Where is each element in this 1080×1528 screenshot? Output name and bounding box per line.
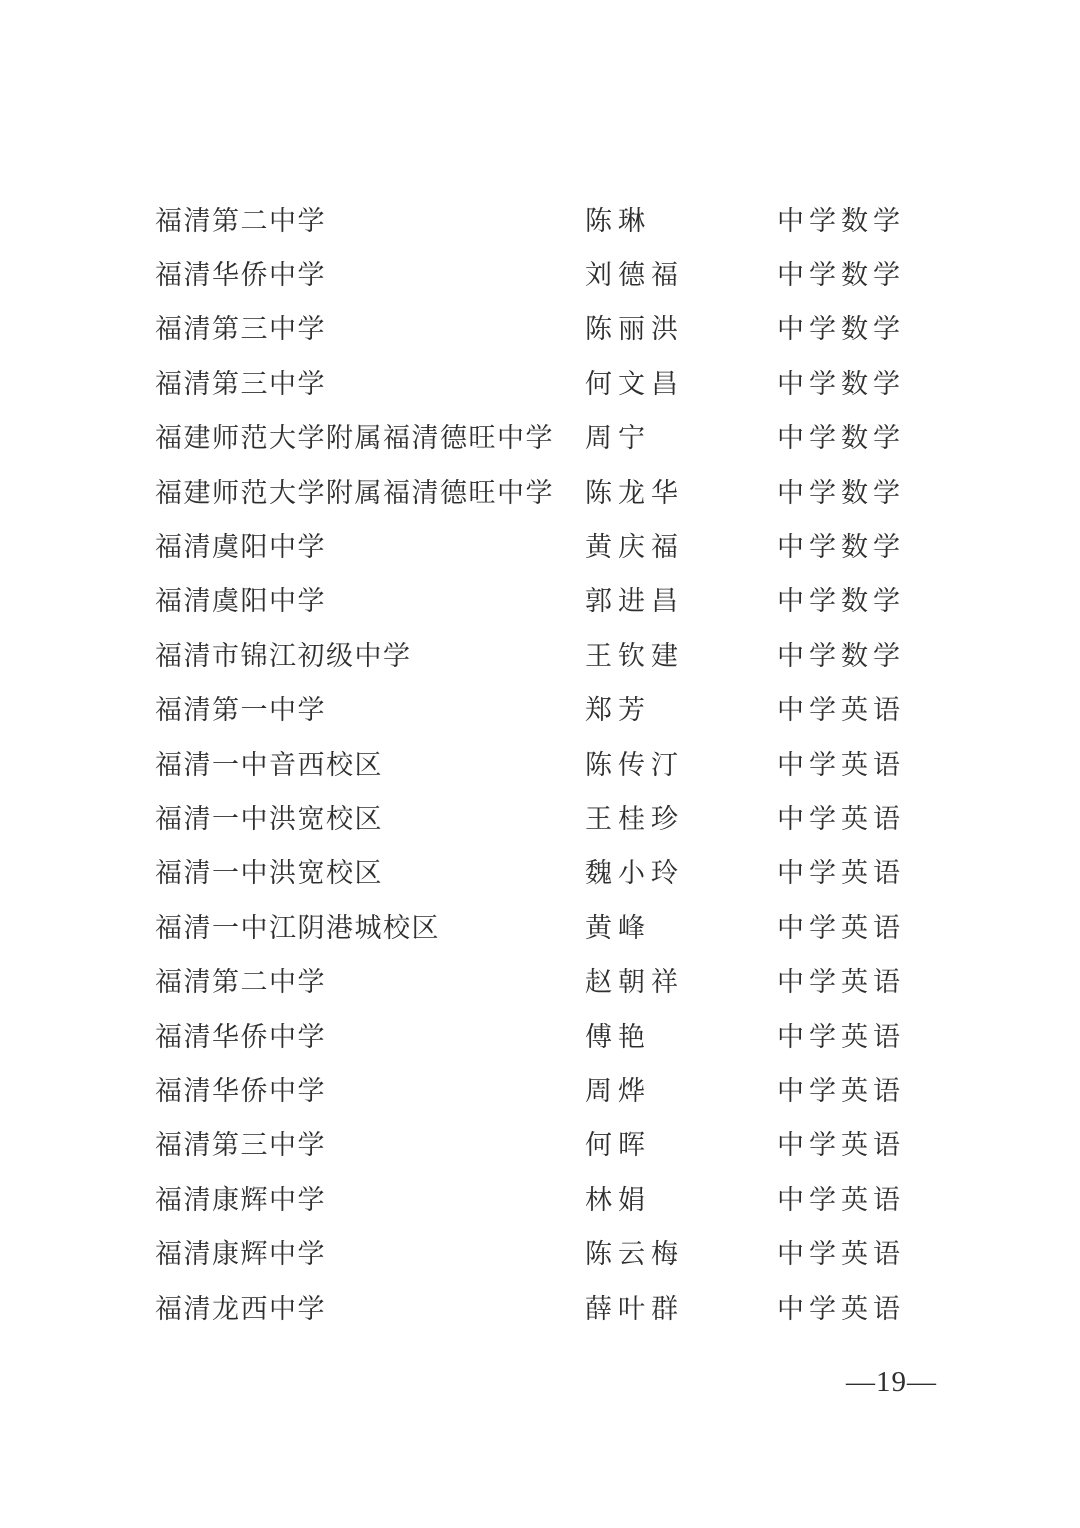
table-row: [155, 1007, 1060, 1061]
teacher-name-cell: 陈丽洪: [585, 314, 684, 345]
table-row: [155, 300, 1060, 354]
teacher-name-cell: 王钦建: [585, 640, 684, 671]
table-row: [155, 1116, 1060, 1170]
school-name-cell: 福清龙西中学: [155, 1293, 326, 1324]
school-name-cell: 福清一中音西校区: [155, 749, 383, 780]
subject-cell: 中学英语: [777, 1293, 905, 1324]
teacher-name-cell: 黄庆福: [585, 532, 684, 563]
table-row: [155, 735, 1060, 789]
teacher-name-cell: 黄峰: [585, 912, 651, 943]
teacher-name-cell: 郑芳: [585, 695, 651, 726]
teacher-name-cell: 陈云梅: [585, 1239, 684, 1270]
subject-cell: 中学数学: [777, 368, 905, 399]
table-row: [155, 191, 1060, 245]
teacher-name-cell: 王桂珍: [585, 803, 684, 834]
subject-cell: 中学数学: [777, 260, 905, 291]
school-name-cell: 福清华侨中学: [155, 1075, 326, 1106]
subject-cell: 中学数学: [777, 640, 905, 671]
school-name-cell: 福清市锦江初级中学: [155, 640, 412, 671]
subject-cell: 中学英语: [777, 749, 905, 780]
table-row: [155, 952, 1060, 1006]
school-name-cell: 福清虞阳中学: [155, 532, 326, 563]
school-name-cell: 福建师范大学附属福清德旺中学: [155, 477, 554, 508]
teacher-name-cell: 陈琳: [585, 205, 651, 236]
teacher-name-cell: 陈传汀: [585, 749, 684, 780]
table-row: [155, 245, 1060, 299]
subject-cell: 中学英语: [777, 1075, 905, 1106]
subject-cell: 中学数学: [777, 477, 905, 508]
teacher-name-cell: 何文昌: [585, 368, 684, 399]
school-name-cell: 福清一中江阴港城校区: [155, 912, 440, 943]
school-name-cell: 福清一中洪宽校区: [155, 858, 383, 889]
table-row: [155, 789, 1060, 843]
subject-cell: 中学数学: [777, 314, 905, 345]
subject-cell: 中学英语: [777, 695, 905, 726]
school-name-cell: 福清虞阳中学: [155, 586, 326, 617]
teacher-name-cell: 陈龙华: [585, 477, 684, 508]
table-row: [155, 844, 1060, 898]
subject-cell: 中学英语: [777, 1184, 905, 1215]
subject-cell: 中学英语: [777, 858, 905, 889]
teacher-name-cell: 傅艳: [585, 1021, 651, 1052]
table-row: [155, 626, 1060, 680]
school-name-cell: 福清第二中学: [155, 967, 326, 998]
subject-cell: 中学英语: [777, 967, 905, 998]
subject-cell: 中学英语: [777, 1021, 905, 1052]
table-row: [155, 898, 1060, 952]
school-name-cell: 福清华侨中学: [155, 260, 326, 291]
table-row: [155, 572, 1060, 626]
subject-cell: 中学数学: [777, 423, 905, 454]
subject-cell: 中学英语: [777, 803, 905, 834]
school-name-cell: 福建师范大学附属福清德旺中学: [155, 423, 554, 454]
school-name-cell: 福清第一中学: [155, 695, 326, 726]
table-row: [155, 1279, 1060, 1333]
page-number: —19—: [846, 1366, 937, 1398]
table-row: [155, 1224, 1060, 1278]
table-row: [155, 354, 1060, 408]
table-row: [155, 517, 1060, 571]
teacher-name-cell: 郭进昌: [585, 586, 684, 617]
subject-cell: 中学英语: [777, 1130, 905, 1161]
school-name-cell: 福清华侨中学: [155, 1021, 326, 1052]
teacher-name-cell: 周宁: [585, 423, 651, 454]
teacher-name-cell: 周烨: [585, 1075, 651, 1106]
subject-cell: 中学数学: [777, 586, 905, 617]
teacher-name-cell: 刘德福: [585, 260, 684, 291]
table-row: [155, 681, 1060, 735]
table-row: [155, 1061, 1060, 1115]
subject-cell: 中学数学: [777, 205, 905, 236]
subject-cell: 中学英语: [777, 912, 905, 943]
teacher-name-cell: 薛叶群: [585, 1293, 684, 1324]
subject-cell: 中学英语: [777, 1239, 905, 1270]
subject-cell: 中学数学: [777, 532, 905, 563]
table-row: [155, 409, 1060, 463]
school-name-cell: 福清康辉中学: [155, 1184, 326, 1215]
school-name-cell: 福清第三中学: [155, 1130, 326, 1161]
school-name-cell: 福清第三中学: [155, 368, 326, 399]
table-row: [155, 1170, 1060, 1224]
teacher-name-cell: 何晖: [585, 1130, 651, 1161]
school-name-cell: 福清康辉中学: [155, 1239, 326, 1270]
teacher-name-cell: 魏小玲: [585, 858, 684, 889]
table-row: [155, 463, 1060, 517]
teacher-roster-list: [155, 191, 1060, 1333]
school-name-cell: 福清第二中学: [155, 205, 326, 236]
school-name-cell: 福清第三中学: [155, 314, 326, 345]
teacher-name-cell: 赵朝祥: [585, 967, 684, 998]
school-name-cell: 福清一中洪宽校区: [155, 803, 383, 834]
teacher-name-cell: 林娟: [585, 1184, 651, 1215]
